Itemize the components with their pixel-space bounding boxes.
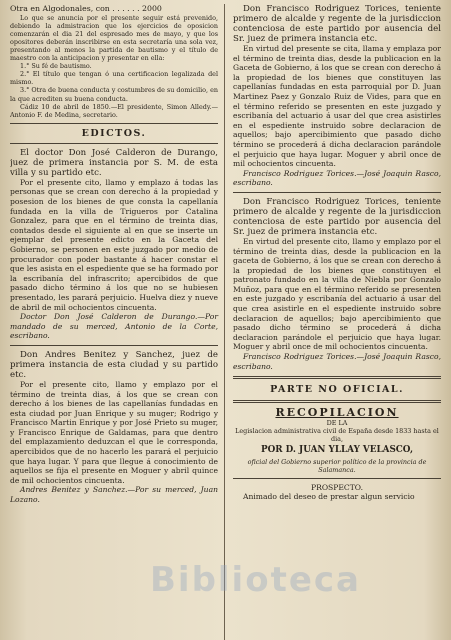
prospect-divider [233,478,441,479]
edict-2-body: Por el presente cito, llamo y emplazo por el término de treinta dias, á los que se crean con derecho á los bienes de las capellanías fundadas en esta ciudad por Juan Enrique y su muger; Rodrigo y Francisco Martin Enrique y por José Prieto su muger, y Francisco Enrique de Galdamas, para que dentro del emplazamiento deduzcan el que le corresponda, apercibidos que de no hacerlo les parará el perjuicio que haya lugar. Y para que llegue á conocimiento de aquellos se fija el presente en Moguer y abril quince de mil ochocientos cincuenta. [10,379,218,485]
requirement-3: 3.° Otra de buena conducta y costumbres de su domicilio, en la que acrediten su buena conducta. [10,86,218,103]
edict-1-body: Por el presente cito, llamo y emplazo á todas las personas que se crean con derecho á la propiedad y posesion de los bienes de que consta la capellanía fundada en la villa de Trigueros por Catalina Gonzalez, para que en el término de treinta dias, contados desde el siguiente al en que se inserte un ejemplar del presente edicto en la Gaceta del Gobierno, se personen en este juzgado por medio de procurador con poder bastante á hacer constar el que les asista en el espediente que se ha formado por la escribanía del infrascrito; apercibidos de que pasado dicho término á los que no se hubiesen presentado, les parará perjuicio. Huelva diez y nueve de abril de mil ochocientos cincuenta. [10,177,218,312]
edict-divider [233,192,441,193]
library-watermark: Biblioteca [150,560,361,600]
book-author: POR D. JUAN YLLAY VELASCO, [260,445,414,456]
edict-3-lead: Don Francisco Rodriguez Torices, teniente primero de alcalde y regente de la jurisdiccion contenciosa de este partido por ausencia del Sr. juez de primera instancia etc. [233,4,441,44]
edict-1-signature: Doctor Don José Calderon de Durango.—Por mandado de su merced, Antonio de la Corte, escribano. [10,312,218,341]
edict-2-signature: Andres Benitez y Sanchez.—Por su merced, Juan Lozano. [10,485,218,505]
edict-4-signature: Francisco Rodriguez Torices.—José Joaquin Rasco, escribano. [233,352,441,371]
price-line [10,4,218,14]
edict-2-lead: Don Andres Benitez y Sanchez, juez de primera instancia de esta ciudad y su partido etc. [10,349,218,380]
book-author-note: oficial del Gobierno superior político de la provincia de Salamanca. [247,457,427,474]
left-column [10,4,225,640]
price-line-text: Otra en Algodonales, con . . . . . . 2000 [10,4,162,13]
requirement-1: 1.° Su fé de bautismo. [20,62,92,71]
edict-1-lead: El doctor Don José Calderon de Durango, juez de primera instancia por S. M. de esta villa y su partido etc. [10,147,218,178]
prospect-title: PROSPECTO. [311,482,363,492]
prospect-body: Animado del deseo de prestar algun servicio [243,492,415,502]
book-subtitle-2: Legislacion administrativa civil de España desde 1833 hasta el dia, [235,426,439,443]
section-heading-no-oficial: PARTE NO OFICIAL. [270,384,404,396]
edict-3-body: En virtud del presente se cita, llama y emplaza por el término de treinta dias, desde la publicacion en la Gaceta de Gobierno, á los que se crean con derecho á la propiedad de los bienes que constituyen las capellanías fundadas en esta parroquial por D. Juan Martinez Paez y Gonzalo Ruiz de Vides, para que en el término referido se presenten en este juzgado y escribanía del actuario á usar del que crea asistirles en el espediente instruido sobre declaracion de aquellos; bajo apercibimiento que pasado dicho término se procederá á dicha declaracion parándole el perjuicio que haya lugar. Moguer y abril once de mil ochocientos cincuenta. [233,44,441,169]
right-column [233,4,441,640]
book-subtitle-1: DE LA [326,418,348,427]
edict-divider [10,345,218,346]
edict-4-lead: Don Francisco Rodriguez Torices, teniente primero de alcalde y regente de la jurisdiccion contenciosa de este partido por ausencia del Sr. juez de primera instancia etc. [233,196,441,237]
section-divider [10,143,218,144]
section-divider [233,376,441,379]
requirement-2: 2.° El título que tengan ó una certificacion legalizada del mismo. [10,70,218,87]
notice-date-signature: Cádiz 10 de abril de 1850.—El presidente, Simon Alledy.—Antonio F. de Medina, secretario. [10,102,218,119]
book-title: RECOPILACION [275,406,399,420]
section-heading-edictos: EDICTOS. [81,127,147,139]
section-divider [233,400,441,403]
section-divider [10,123,218,124]
edict-3-signature: Francisco Rodriguez Torices.—José Joaquin Rasco, escribano. [233,168,441,188]
edict-4-body: En virtud del presente cito, llamo y emplazo por el término de treinta dias, desde la publicacion en la gaceta de Gobierno, á los que se crean con derecho á la propiedad de los bienes que constituyen el patronato fundado en la villa de Niebla por Gonzalo Muñoz, para que en el término referido se presenten en este juzgado y escribanía del actuario á usar del que crea asistirle en el espediente instruido sobre declaracion de aquellos; bajo apercibimiento que pasado dicho término se procederá á dicha declaracion parándole el perjuicio que haya lugar. Moguer y abril once de mil ochocientos cincuenta. [233,236,441,352]
notice-intro: Lo que se anuncia por el presente seguir está prevenido, debiendo la admistracion que los ejercicios de oposicion comenzarán el dia 21 del espresado mes de mayo, y que los opositores deberán inscribirse en esta secretaría una sola vez, presentando al menos la partida de bautismo y el título de maestro con la anticipacion y presentar en ella: [10,13,218,63]
